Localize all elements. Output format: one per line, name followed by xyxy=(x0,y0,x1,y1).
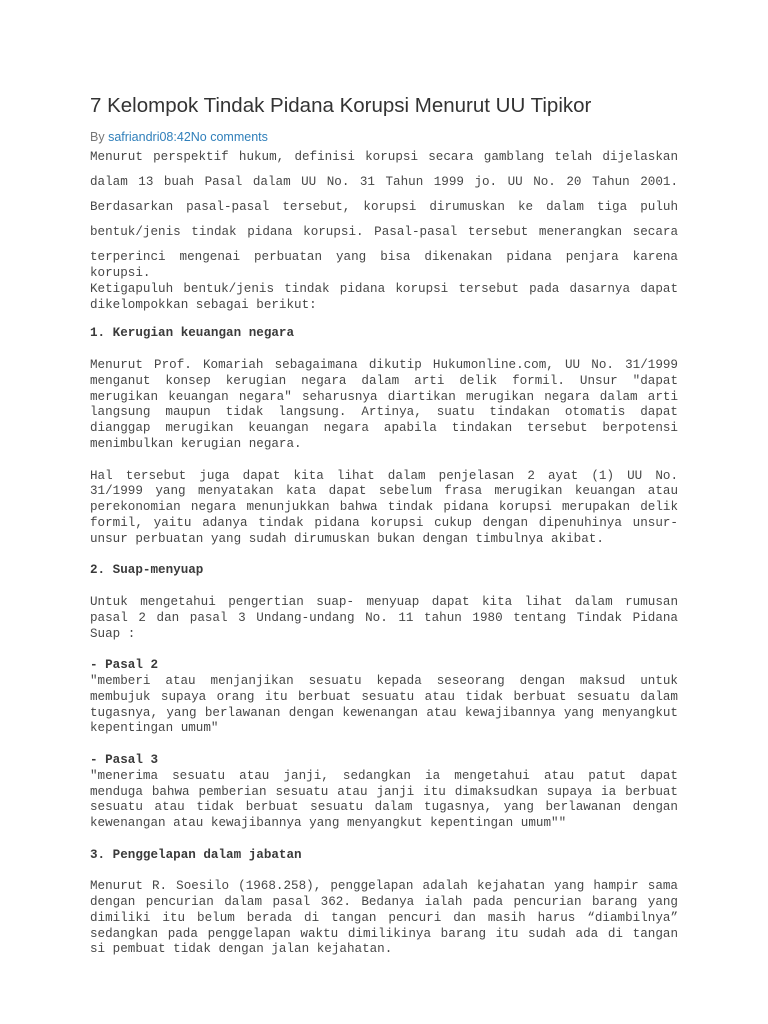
intro-paragraph xyxy=(90,145,678,270)
text-line: langsung maupun tidak langsung. Artinya, suatu tindakan otomatis dapat xyxy=(90,405,678,420)
text-line: merugikan keuangan negara" seharusnya diartikan merugikan negara dalam arti xyxy=(90,389,678,404)
text-line: Menurut R. Soesilo (1968.258), penggelapan adalah kejahatan yang hampir sama xyxy=(90,879,678,894)
text-line: tugasnya, yang berlawanan dengan kewenangan atau kewajibannya yang menyangkut xyxy=(90,705,678,720)
text-line: kewenangan atau kewajibannya yang menyangkut kepentingan umum"" xyxy=(90,816,567,831)
text-line: si pembuat tidak dengan jalan kejahatan. xyxy=(90,942,393,957)
text-line: menimbulkan kerugian negara. xyxy=(90,436,302,451)
text-line: formil, yaitu adanya tindak pidana korupsi cukup dengan dipenuhinya unsur- xyxy=(90,515,678,530)
text-line: kepentingan umum" xyxy=(90,721,219,736)
section-heading: 1. Kerugian keuangan negara xyxy=(90,326,295,341)
text-line: membujuk supaya orang itu berbuat sesuatu atau tidak berbuat sesuatu dalam xyxy=(90,689,678,704)
text-line: korupsi. xyxy=(90,266,151,280)
text-line: bentuk/jenis tindak pidana korupsi. Pasal-pasal tersebut menerangkan secara xyxy=(90,225,678,239)
pasal-2-label: - Pasal 2 xyxy=(90,658,159,673)
text-line: dengan pencurian dalam pasal 362. Bedanya ialah pada pencurian barang yang xyxy=(90,895,678,910)
text-line: Ketigapuluh bentuk/jenis tindak pidana korupsi tersebut pada dasarnya dapat xyxy=(90,281,678,296)
text-line: dikelompokkan sebagai berikut: xyxy=(90,297,317,312)
pasal-3-label: - Pasal 3 xyxy=(90,752,159,767)
text-line: terperinci mengenai perbuatan yang bisa dikenakan pidana penjara karena xyxy=(90,250,678,264)
text-line: sedangkan pada penggelapan waktu dimilikinya barang itu sudah ada di tangan xyxy=(90,926,678,941)
article-body xyxy=(90,145,678,958)
byline-prefix: By xyxy=(90,130,109,144)
text-line: dalam 13 buah Pasal dalam UU No. 31 Tahun 1999 jo. UU No. 20 Tahun 2001. xyxy=(90,175,678,189)
text-line: sesuatu atau tidak berbuat sesuatu dalam tugasnya, yang berlawanan dengan xyxy=(90,800,678,815)
text-line: unsur perbuatan yang sudah dirumuskan bukan dengan timbulnya akibat. xyxy=(90,531,604,546)
section-heading: 3. Penggelapan dalam jabatan xyxy=(90,847,302,862)
article-byline xyxy=(90,129,678,145)
author-link[interactable]: safriandri xyxy=(108,130,160,144)
text-line: "menerima sesuatu atau janji, sedangkan ia mengetahui atau patut dapat xyxy=(90,768,678,783)
text-line: pasal 2 dan pasal 3 Undang-undang No. 11 tahun 1980 tentang Tindak Pidana xyxy=(90,610,678,625)
comments-link[interactable]: No comments xyxy=(190,130,268,144)
text-line: "memberi atau menjanjikan sesuatu kepada seseorang dengan maksud untuk xyxy=(90,673,678,688)
text-line: Menurut perspektif hukum, definisi korupsi secara gamblang telah dijelaskan xyxy=(90,150,678,164)
post-time-link[interactable]: 08:42 xyxy=(159,130,191,144)
text-line: 31/1999 yang menyatakan kata dapat sebelum frasa merugikan keuangan atau xyxy=(90,484,678,499)
text-line: dimiliki itu belum berada di tangan pencuri dan masih harus “diambilnya” xyxy=(90,910,678,925)
text-line: perekonomian negara menunjukkan bahwa tindak pidana korupsi merupakan delik xyxy=(90,500,678,515)
text-line: Menurut Prof. Komariah sebagaimana dikutip Hukumonline.com, UU No. 31/1999 xyxy=(90,357,678,372)
text-line: menduga bahwa pemberian sesuatu atau janji itu dimaksudkan supaya ia berbuat xyxy=(90,784,678,799)
text-line: dianggap merugikan keuangan negara apabila tindakan tersebut berpotensi xyxy=(90,421,678,436)
article-title: 7 Kelompok Tindak Pidana Korupsi Menurut UU Tipikor xyxy=(90,94,592,117)
section-heading: 2. Suap-menyuap xyxy=(90,563,204,578)
text-line: Untuk mengetahui pengertian suap- menyuap dapat kita lihat dalam rumusan xyxy=(90,594,678,609)
text-line: menganut konsep kerugian negara dalam arti delik formil. Unsur "dapat xyxy=(90,373,678,388)
text-line: Hal tersebut juga dapat kita lihat dalam penjelasan 2 ayat (1) UU No. xyxy=(90,468,678,483)
text-line: Berdasarkan pasal-pasal tersebut, korupsi dirumuskan ke dalam tiga puluh xyxy=(90,200,678,214)
article xyxy=(90,93,678,958)
text-line: Suap : xyxy=(90,626,136,641)
